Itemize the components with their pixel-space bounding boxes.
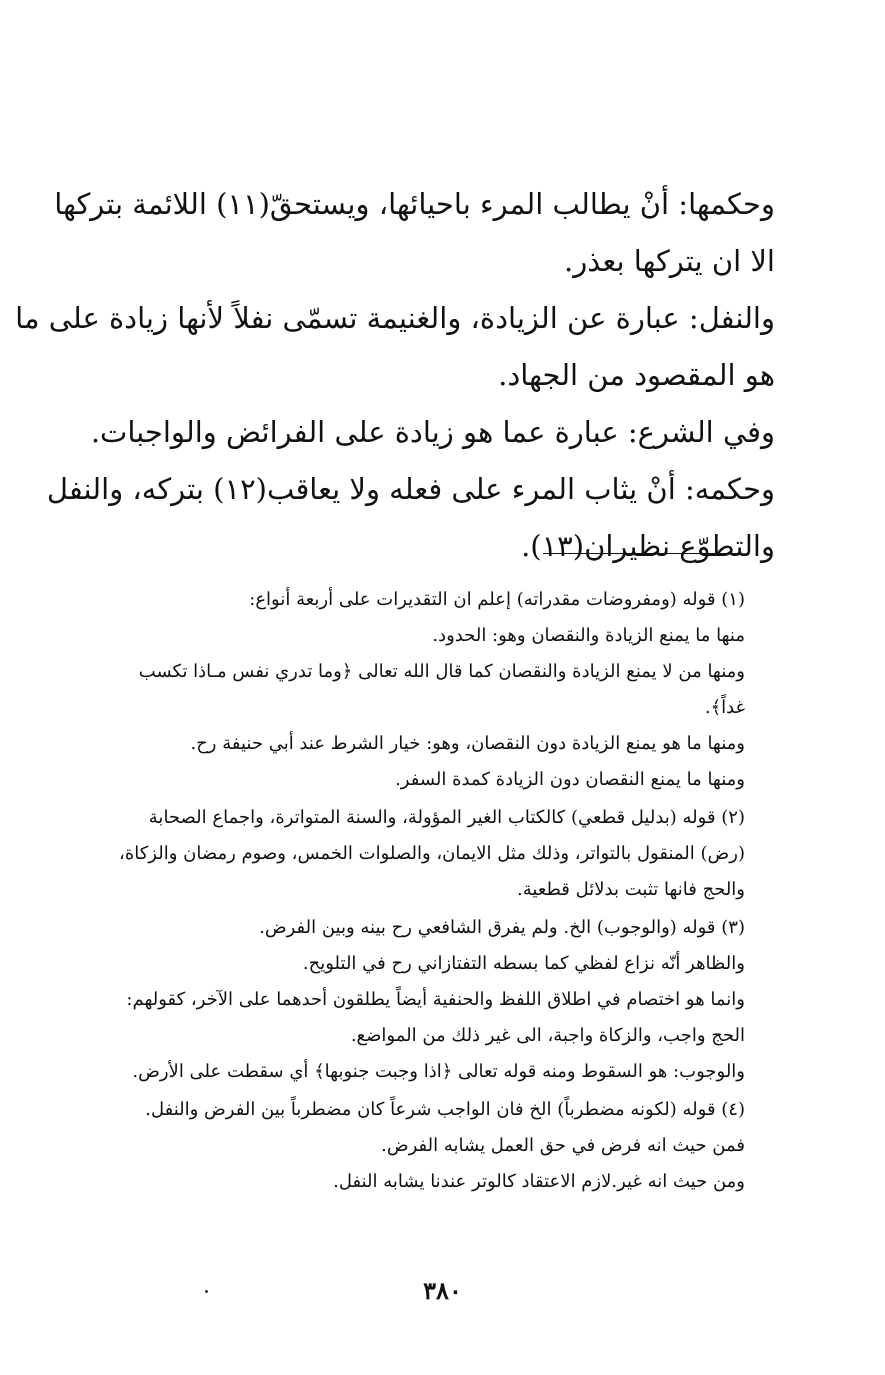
footnote-line: ومن حيث انه غير.لازم الاعتقاد كالوتر عندنا يشابه النفل. [333, 1171, 745, 1192]
main-line: وحكمه: أنْ يثاب المرء على فعله ولا يعاقب(١٢) بتركه، والنفل [46, 472, 775, 506]
footnote-2 [55, 800, 745, 908]
footnote-line: (٣) قوله (والوجوب) الخ. ولم يفرق الشافعي رح بينه وبين الفرض. [259, 917, 745, 938]
footnote-line: (٤) قوله (لكونه مضطرباً) الخ فان الواجب شرعاً كان مضطرباً بين الفرض والنفل. [145, 1099, 745, 1120]
footnote-line: والحج فانها تثبت بدلائل قطعية. [517, 879, 745, 900]
footnote-line: منها ما يمنع الزيادة والنقصان وهو: الحدود. [432, 625, 745, 646]
main-line: الا ان يتركها بعذر. [564, 244, 775, 278]
footnote-1 [55, 582, 745, 798]
page-number: ٣٨٠ [423, 1276, 462, 1305]
main-text [15, 176, 775, 575]
main-line: هو المقصود من الجهاد. [498, 358, 775, 392]
footnote-line: ومنها من لا يمنع الزيادة والنقصان كما قال الله تعالى ﴿وما تدري نفس مـاذا تكسب [138, 661, 745, 682]
main-line: وحكمها: أنْ يطالب المرء باحيائها، ويستحقّ(١١) اللائمة بتركها [54, 187, 775, 221]
footnote-line: ومنها ما يمنع النقصان دون الزيادة كمدة السفر. [395, 769, 745, 790]
main-line: وفي الشرع: عبارة عما هو زيادة على الفرائض والواجبات. [90, 415, 775, 449]
footnotes [55, 582, 745, 1202]
footnote-line: الحج واجب، والزكاة واجبة، الى غير ذلك من المواضع. [350, 1025, 745, 1046]
main-line: والتطوّع نظيران(١٣). [521, 529, 775, 563]
footnote-line: ومنها ما هو يمنع الزيادة دون النقصان، وهو: خيار الشرط عند أبي حنيفة رح. [190, 733, 745, 754]
main-line: والنفل: عبارة عن الزيادة، والغنيمة تسمّى نفلاً لأنها زيادة على ما [15, 301, 775, 335]
footnote-separator [543, 553, 741, 554]
footnote-4 [55, 1092, 745, 1200]
footnote-line: والوجوب: هو السقوط ومنه قوله تعالى ﴿اذا وجبت جنوبها﴾ أي سقطت على الأرض. [132, 1061, 745, 1082]
footnote-line: (رض) المنقول بالتواتر، وذلك مثل الايمان، والصلوات الخمس، وصوم رمضان والزكاة، [119, 843, 745, 864]
footnote-line: فمن حيث انه فرض في حق العمل يشابه الفرض. [381, 1135, 745, 1156]
footnote-line: غداً﴾. [704, 697, 745, 718]
footnote-line: وانما هو اختصام في اطلاق اللفظ والحنفية أيضاً يطلقون أحدهما على الآخر، كقولهم: [126, 989, 745, 1010]
footnote-line: والظاهر أنّه نزاع لفظي كما بسطه التفتازاني رح في التلويح. [302, 953, 745, 974]
footnote-3 [55, 910, 745, 1090]
footnote-line: (١) قوله (ومفروضات مقدراته) إعلم ان التقديرات على أربعة أنواع: [249, 589, 745, 610]
footnote-line: (٢) قوله (بدليل قطعي) كالكتاب الغير المؤولة، والسنة المتواترة، واجماع الصحابة [148, 807, 745, 828]
